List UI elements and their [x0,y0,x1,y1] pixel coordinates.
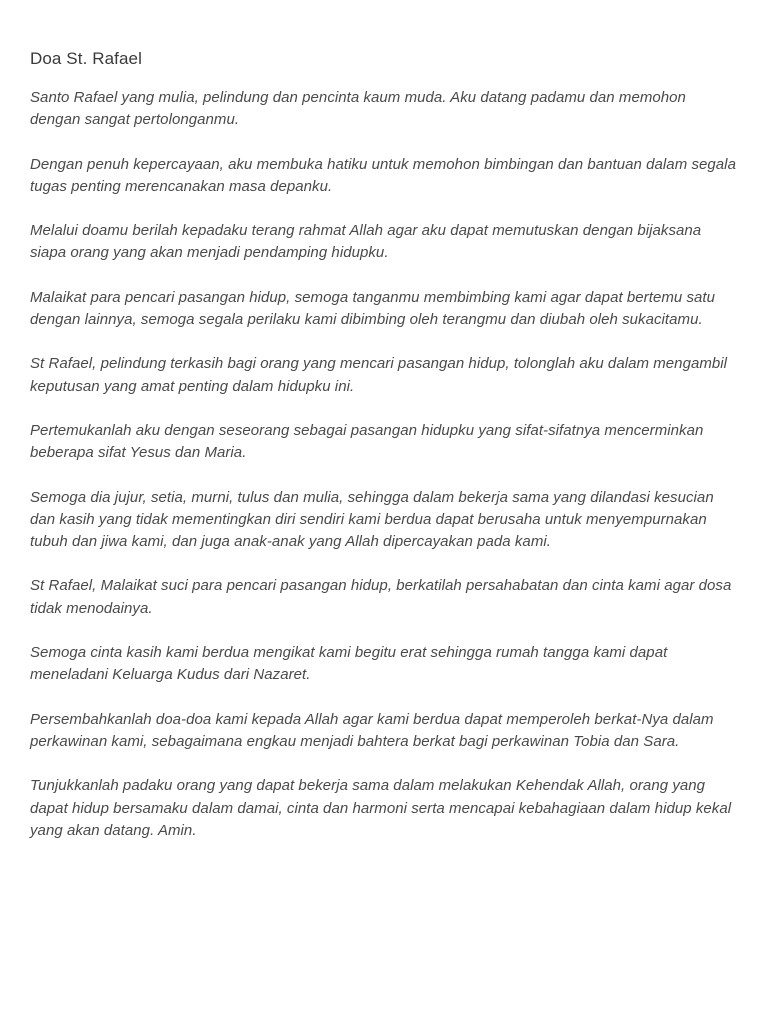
prayer-paragraph-3: Melalui doamu berilah kepadaku terang rahmat Allah agar aku dapat memutuskan dengan bijaksana siapa orang yang akan menjadi pendamping hidupku. [30,222,702,262]
prayer-paragraph-9: Semoga cinta kasih kami berdua mengikat kami begitu erat sehingga rumah tangga kami dapat meneladani Keluarga Kudus dari Nazaret. [30,644,668,684]
prayer-paragraph-11: Tunjukkanlah padaku orang yang dapat bekerja sama dalam melakukan Kehendak Allah, orang yang dapat hidup bersamaku dalam damai, cinta dan harmoni serta mencapai kebahagiaan dalam hidup kekal yang akan datang. Amin. [30,777,732,839]
prayer-paragraph-5: St Rafael, pelindung terkasih bagi orang yang mencari pasangan hidup, tolonglah aku dalam mengambil keputusan yang amat penting dalam hidupku ini. [30,355,728,395]
prayer-paragraph-2: Dengan penuh kepercayaan, aku membuka hatiku untuk memohon bimbingan dan bantuan dalam segala tugas penting merencanakan masa depanku. [30,155,736,195]
prayer-paragraph-8: St Rafael, Malaikat suci para pencari pasangan hidup, berkatilah persahabatan dan cinta kami agar dosa tidak menodainya. [30,577,732,617]
prayer-paragraph-1: Santo Rafael yang mulia, pelindung dan pencinta kaum muda. Aku datang padamu dan memohon dengan sangat pertolonganmu. [30,89,686,129]
prayer-paragraph-10: Persembahkanlah doa-doa kami kepada Allah agar kami berdua dapat memperoleh berkat-Nya dalam perkawinan kami, sebagaimana engkau menjadi bahtera berkat bagi perkawinan Tobia dan Sara. [30,710,714,750]
prayer-paragraph-6: Pertemukanlah aku dengan seseorang sebagai pasangan hidupku yang sifat-sifatnya mencerminkan beberapa sifat Yesus dan Maria. [30,421,704,462]
document-title: Doa St. Rafael [30,49,142,68]
prayer-paragraph-7: Semoga dia jujur, setia, murni, tulus dan mulia, sehingga dalam bekerja sama yang dilandasi kesucian dan kasih yang tidak mementingkan diri sendiri kami berdua dapat berusaha untuk menyempurnakan tubuh dan jiwa kami, dan juga anak-anak yang Allah dipercayakan pada kami. [30,488,714,551]
prayer-paragraph-4: Malaikat para pencari pasangan hidup, semoga tanganmu membimbing kami agar dapat bertemu satu dengan lainnya, semoga segala perilaku kami dibimbing oleh terangmu dan diubah oleh sukacitamu. [30,288,716,329]
